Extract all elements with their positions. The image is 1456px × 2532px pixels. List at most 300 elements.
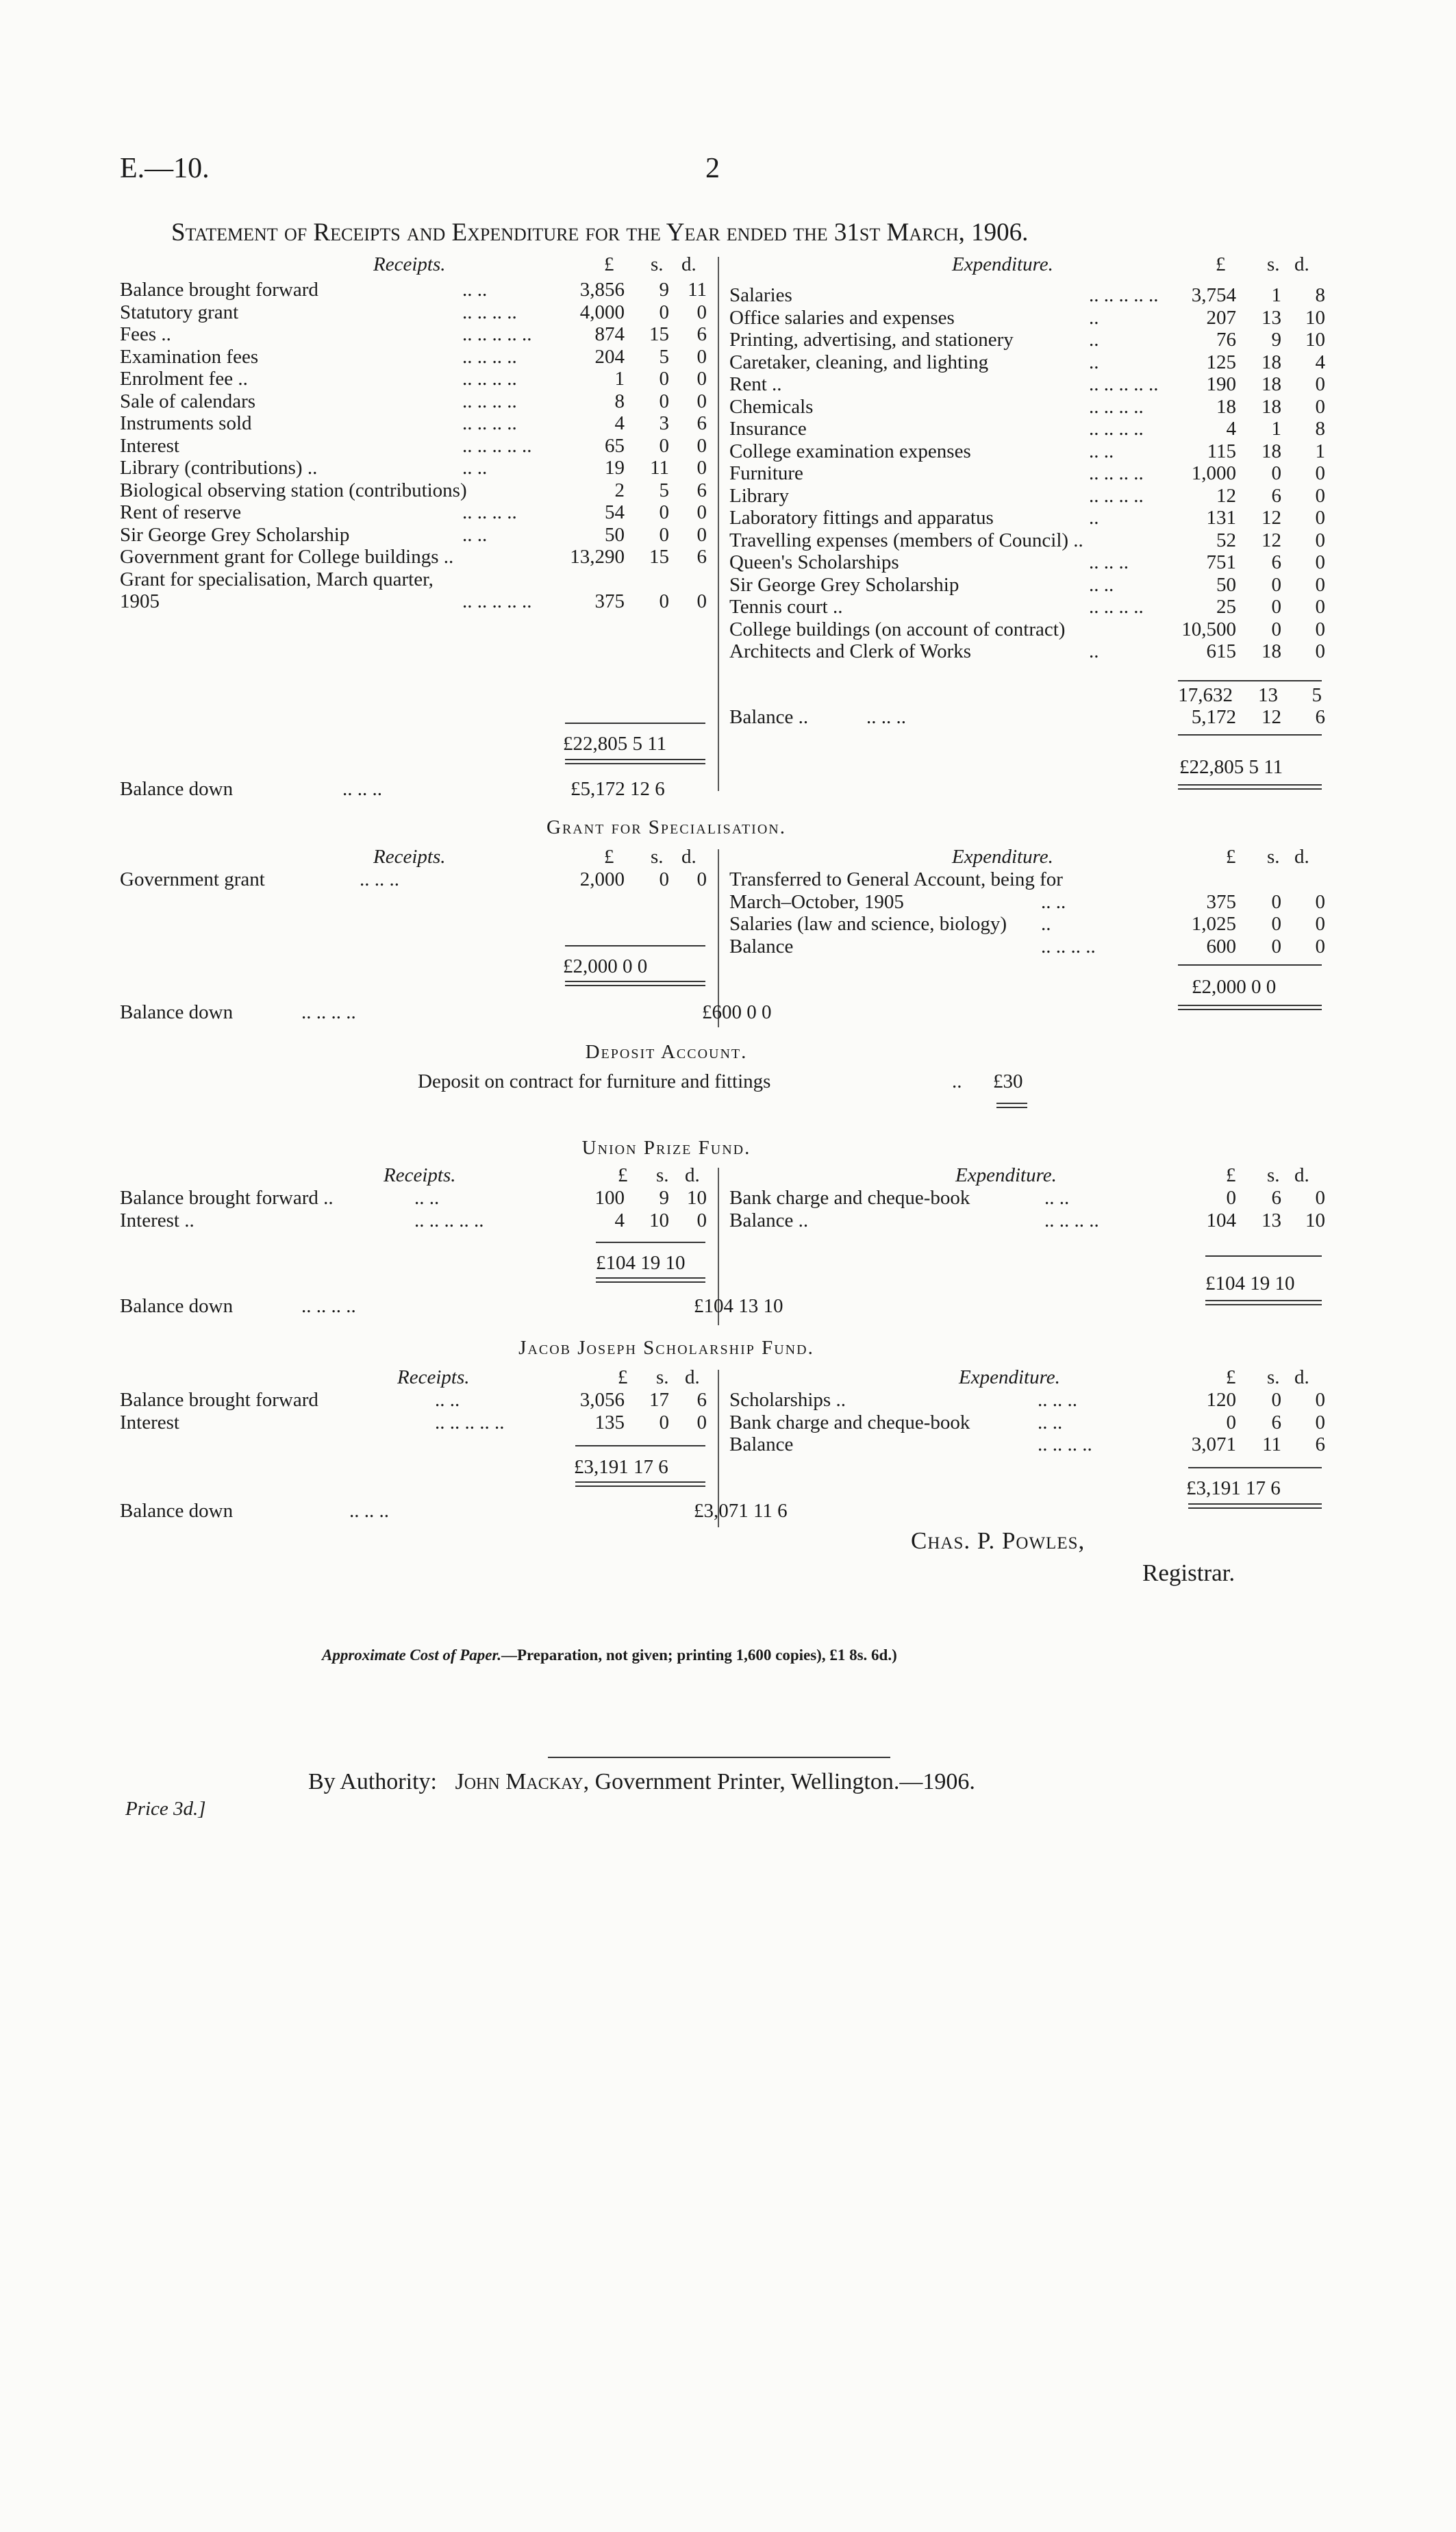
specialisation-expenditure-total-rule xyxy=(1178,964,1322,966)
pounds: 120 xyxy=(1206,1389,1236,1411)
receipt-row xyxy=(120,868,709,891)
specialisation-title: Grant for Specialisation. xyxy=(547,816,786,838)
shillings: 10 xyxy=(649,1209,669,1231)
line-description: Queen's Scholarships xyxy=(729,551,899,573)
line-description: Biological observing station (contributions) xyxy=(120,479,467,501)
pounds: 2 xyxy=(614,479,625,501)
pence: 0 xyxy=(696,590,707,612)
pence: 0 xyxy=(696,1209,707,1231)
pounds-head: £ xyxy=(604,253,614,275)
leader-dots: .. .. .. .. .. xyxy=(1089,284,1159,306)
authority-line xyxy=(308,1769,975,1795)
pounds: 100 xyxy=(594,1187,625,1209)
pence: 0 xyxy=(1315,890,1325,913)
shillings: 12 xyxy=(1262,507,1281,529)
general-expenditure-head xyxy=(952,253,1053,276)
pence: 6 xyxy=(696,546,707,568)
receipt-row xyxy=(120,412,709,435)
shillings: 9 xyxy=(659,279,669,301)
deposit-title: Deposit Account. xyxy=(585,1041,748,1063)
general-receipts-total-rule xyxy=(565,723,705,724)
expenditure-row xyxy=(729,307,1325,329)
line-description: 1905 xyxy=(120,590,160,612)
line-description: Insurance xyxy=(729,418,807,440)
union-receipts-money-head: £ s. d. xyxy=(618,1164,700,1186)
shillings: 0 xyxy=(1271,913,1281,935)
pounds: 3,856 xyxy=(579,279,625,301)
leader-dots: .. .. .. xyxy=(1089,551,1129,573)
shillings: 13 xyxy=(1262,306,1281,329)
shillings: 0 xyxy=(659,368,669,390)
amount xyxy=(1168,485,1325,507)
leader-dots: .. xyxy=(1089,640,1099,662)
amount xyxy=(1168,891,1325,913)
pence-head: d. xyxy=(1294,253,1309,275)
amount xyxy=(558,1412,707,1433)
leader-dots: .. .. .. .. xyxy=(1089,462,1144,484)
shillings: 1 xyxy=(1271,418,1281,440)
amount xyxy=(558,868,707,890)
leader-dots: .. .. .. .. xyxy=(462,301,517,323)
amount xyxy=(558,412,707,434)
amount xyxy=(1168,1389,1325,1411)
pounds: 4 xyxy=(614,412,625,434)
shillings: 0 xyxy=(1271,462,1281,484)
shillings: 18 xyxy=(1262,395,1281,418)
line-description: Sale of calendars xyxy=(120,390,256,412)
expenditure-row xyxy=(729,551,1325,574)
pounds: 3,071 xyxy=(1191,1433,1236,1455)
pounds: 375 xyxy=(594,590,625,612)
amount xyxy=(558,479,707,501)
shillings: 0 xyxy=(659,501,669,523)
amount xyxy=(1168,462,1325,484)
line-description: Caretaker, cleaning, and lighting xyxy=(729,351,989,373)
leader-dots: .. .. .. .. xyxy=(1041,935,1096,957)
signatory-name: Chas. P. Powles, xyxy=(911,1527,1085,1554)
pence: 8 xyxy=(1315,284,1325,306)
line-description: Printing, advertising, and stationery xyxy=(729,329,1014,351)
statement-title: Statement of Receipts and Expenditure for the Year ended the 31st March, 1906. xyxy=(171,218,1029,247)
authority-rule xyxy=(548,1757,890,1758)
pounds: 65 xyxy=(605,434,625,457)
signatory-role: Registrar. xyxy=(1142,1559,1235,1586)
pounds: 190 xyxy=(1206,373,1236,395)
leader-dots: .. xyxy=(1089,306,1099,329)
shillings: 0 xyxy=(1271,890,1281,913)
pence: 0 xyxy=(1315,551,1325,573)
shillings: 18 xyxy=(1262,351,1281,373)
pounds: 115 xyxy=(1207,440,1236,462)
leader-dots: .. .. xyxy=(414,1187,440,1209)
jacob-expenditure-total: £3,191 17 6 xyxy=(1186,1477,1281,1499)
jacob-receipts-list xyxy=(120,1389,709,1433)
line-description: March–October, 1905 xyxy=(729,890,904,913)
pounds: 375 xyxy=(1206,890,1236,913)
pence: 8 xyxy=(1315,418,1325,440)
pence: 0 xyxy=(696,345,707,368)
shillings: 0 xyxy=(659,523,669,546)
leader-dots: .. xyxy=(1089,507,1099,529)
amount xyxy=(1168,574,1325,596)
leader-dots: .. .. .. xyxy=(1038,1389,1077,1411)
pounds: 10,500 xyxy=(1181,618,1236,640)
line-description: Fees .. xyxy=(120,323,171,345)
pounds: 4 xyxy=(1226,418,1236,440)
leader-dots: .. .. .. .. xyxy=(462,345,517,368)
leader-dots: .. .. .. .. xyxy=(1089,484,1144,507)
pence: 0 xyxy=(696,1411,707,1433)
pence: 4 xyxy=(1315,351,1325,373)
page-number: 2 xyxy=(705,153,720,184)
leader-dots: .. .. .. .. xyxy=(1044,1209,1099,1231)
leader-dots: .. .. xyxy=(1089,573,1114,596)
amount xyxy=(1168,936,1325,957)
pence: 0 xyxy=(696,434,707,457)
pounds: 3,056 xyxy=(579,1389,625,1411)
pounds: 125 xyxy=(1206,351,1236,373)
general-receipts-head xyxy=(373,253,445,276)
leader-dots: .. .. .. .. .. xyxy=(462,590,532,612)
line-description: Interest xyxy=(120,1411,179,1433)
amount xyxy=(558,435,707,457)
leader-dots: .. xyxy=(1089,329,1099,351)
union-expenditure-double-rule xyxy=(1205,1300,1322,1305)
amount xyxy=(1168,507,1325,529)
expenditure-row xyxy=(729,1187,1325,1209)
expenditure-row xyxy=(729,936,1325,958)
specialisation-receipts-total: £2,000 0 0 xyxy=(563,955,648,977)
receipt-row xyxy=(120,390,709,413)
line-description: Government grant for College buildings .. xyxy=(120,546,454,568)
line-description: Balance xyxy=(729,1433,794,1455)
amount xyxy=(1168,284,1325,306)
general-receipts-list xyxy=(120,279,709,613)
shillings-head: s. xyxy=(651,253,664,275)
jacob-receipts-double-rule xyxy=(575,1481,705,1487)
leader-dots: .. .. .. .. xyxy=(462,412,517,434)
line-description: Scholarships .. xyxy=(729,1389,846,1411)
expenditure-row xyxy=(729,329,1325,351)
union-receipts-head: Receipts. xyxy=(384,1164,456,1186)
expenditure-row xyxy=(729,418,1325,440)
leader-dots: .. .. .. .. .. xyxy=(1089,373,1159,395)
receipt-row xyxy=(120,479,709,502)
deposit-line: Deposit on contract for furniture and fittings .. £30 xyxy=(418,1070,1023,1092)
jacob-receipts-head: Receipts. xyxy=(397,1366,470,1388)
pence: 6 xyxy=(696,1389,707,1411)
pence: 0 xyxy=(1315,1411,1325,1433)
deposit-double-rule xyxy=(996,1103,1027,1108)
union-expenditure-money-head: £ s. d. xyxy=(1226,1164,1309,1186)
pounds: 50 xyxy=(1216,573,1236,596)
pounds: 76 xyxy=(1216,329,1236,351)
pounds: 131 xyxy=(1206,507,1236,529)
expenditure-row xyxy=(729,485,1325,507)
pence: 0 xyxy=(1315,507,1325,529)
line-description: Tennis court .. xyxy=(729,596,843,618)
expenditure-row xyxy=(729,373,1325,396)
line-description: Library (contributions) .. xyxy=(120,457,318,479)
amount xyxy=(558,301,707,323)
leader-dots: .. xyxy=(1041,913,1051,935)
leader-dots: .. .. xyxy=(1044,1187,1070,1209)
leader-dots: .. .. .. .. xyxy=(1089,395,1144,418)
line-description: Government grant xyxy=(120,868,265,890)
shillings: 11 xyxy=(650,457,669,479)
leader-dots: .. .. xyxy=(435,1389,460,1411)
amount xyxy=(1168,329,1325,351)
expenditure-row xyxy=(729,913,1325,936)
receipts-heading: Receipts. xyxy=(373,253,446,275)
leader-dots: .. xyxy=(1089,351,1099,373)
receipt-row xyxy=(120,435,709,457)
shillings: 12 xyxy=(1262,529,1281,551)
pounds: 52 xyxy=(1216,529,1236,551)
line-description: Balance xyxy=(729,935,794,957)
leader-dots: .. .. xyxy=(1041,890,1066,913)
jacob-expenditure-list xyxy=(729,1389,1325,1456)
expenditure-row xyxy=(729,891,1325,914)
expenditure-row xyxy=(729,351,1325,374)
line-description: Balance brought forward .. xyxy=(120,1187,334,1209)
shillings: 18 xyxy=(1262,373,1281,395)
price-label: Price 3d.] xyxy=(125,1798,206,1820)
line-description: Statutory grant xyxy=(120,301,239,323)
receipt-row xyxy=(120,1412,709,1434)
amount xyxy=(1168,529,1325,551)
pence: 0 xyxy=(1315,373,1325,395)
pence: 1 xyxy=(1315,440,1325,462)
printer-name: John Mackay xyxy=(455,1769,583,1794)
jacob-title: Jacob Joseph Scholarship Fund. xyxy=(518,1337,814,1359)
receipt-row xyxy=(120,457,709,479)
pounds: 18 xyxy=(1216,395,1236,418)
union-receipts-total-rule xyxy=(596,1242,705,1243)
leader-dots: .. .. xyxy=(462,279,488,301)
amount xyxy=(1168,351,1325,373)
general-receipts-double-rule xyxy=(565,759,705,764)
shillings: 6 xyxy=(1271,1187,1281,1209)
general-receipts-total: £22,805 5 11 xyxy=(563,733,667,755)
union-expenditure-list xyxy=(729,1187,1325,1231)
pence: 0 xyxy=(1315,1389,1325,1411)
shillings: 13 xyxy=(1262,1209,1281,1231)
pounds: 0 xyxy=(1226,1187,1236,1209)
pence: 0 xyxy=(696,368,707,390)
shillings: 9 xyxy=(659,1187,669,1209)
shillings: 5 xyxy=(659,345,669,368)
amount xyxy=(558,590,707,612)
receipt-row xyxy=(120,590,709,613)
amount xyxy=(558,1389,707,1411)
line-description: Sir George Grey Scholarship xyxy=(729,573,959,596)
leader-dots: .. .. .. .. .. xyxy=(462,434,532,457)
amount xyxy=(558,368,707,390)
pounds: 54 xyxy=(605,501,625,523)
receipt-row xyxy=(120,1187,709,1209)
shillings: 9 xyxy=(1271,329,1281,351)
specialisation-divider xyxy=(718,849,719,1027)
pence: 0 xyxy=(696,301,707,323)
specialisation-balance-down: Balance down .. .. .. .. £600 0 0 xyxy=(120,1001,772,1023)
amount xyxy=(558,568,707,590)
jacob-balance-down: Balance down .. .. .. £3,071 11 6 xyxy=(120,1500,788,1522)
amount xyxy=(558,524,707,546)
general-balance-down: Balance down .. .. .. £5,172 12 6 xyxy=(120,778,665,800)
shillings: 0 xyxy=(659,301,669,323)
union-expenditure-total-rule xyxy=(1205,1255,1322,1257)
shillings: 3 xyxy=(659,412,669,434)
receipt-row xyxy=(120,279,709,301)
shillings: 6 xyxy=(1271,551,1281,573)
pence: 6 xyxy=(696,479,707,501)
line-description: Office salaries and expenses xyxy=(729,306,955,329)
amount xyxy=(1168,1433,1325,1455)
specialisation-receipts-double-rule xyxy=(565,981,705,986)
line-description: Rent of reserve xyxy=(120,501,242,523)
pence: 0 xyxy=(1315,573,1325,596)
amount xyxy=(1168,418,1325,440)
leader-dots: .. .. .. .. xyxy=(1089,596,1144,618)
pounds: 13,290 xyxy=(570,546,625,568)
amount xyxy=(1168,1412,1325,1433)
leader-dots: .. .. .. .. xyxy=(1089,418,1144,440)
general-divider xyxy=(718,257,719,791)
line-description: Bank charge and cheque-book xyxy=(729,1187,970,1209)
pounds-head: £ xyxy=(1216,253,1226,275)
amount xyxy=(1168,307,1325,329)
amount xyxy=(1168,396,1325,418)
jacob-receipts-money-head: £ s. d. xyxy=(618,1366,700,1388)
general-subtotal: 17,632 13 5 xyxy=(1178,684,1322,706)
leader-dots: .. .. .. .. xyxy=(462,501,517,523)
pounds: 207 xyxy=(1206,306,1236,329)
line-description: Salaries xyxy=(729,284,792,306)
pence: 10 xyxy=(1305,306,1325,329)
shillings: 18 xyxy=(1262,440,1281,462)
receipt-row xyxy=(120,301,709,324)
expenditure-row xyxy=(729,284,1325,307)
authority-label: By Authority: xyxy=(308,1769,437,1794)
union-expenditure-total: £104 19 10 xyxy=(1205,1273,1295,1294)
cost-note xyxy=(322,1646,897,1664)
amount xyxy=(558,546,707,568)
leader-dots: .. .. .. .. .. xyxy=(435,1411,505,1433)
amount xyxy=(558,1187,707,1209)
jacob-expenditure-money-head: £ s. d. xyxy=(1226,1366,1309,1388)
cost-text: —Preparation, not given; printing 1,600 copies), £1 8s. 6d.) xyxy=(501,1646,897,1664)
amount xyxy=(1168,440,1325,462)
general-balance-line: Balance .. .. .. .. 5,172 12 6 xyxy=(729,706,1325,728)
receipt-row xyxy=(120,1209,709,1232)
expenditure-row xyxy=(729,529,1325,552)
expenditure-row xyxy=(729,868,1325,891)
pence: 10 xyxy=(687,1187,707,1209)
jacob-expenditure-head: Expenditure. xyxy=(959,1366,1060,1388)
line-description: College examination expenses xyxy=(729,440,971,462)
pence: 0 xyxy=(696,457,707,479)
pence: 11 xyxy=(688,279,707,301)
pounds: 751 xyxy=(1206,551,1236,573)
amount xyxy=(1168,618,1325,640)
receipt-row xyxy=(120,524,709,547)
general-expenditure-double-rule xyxy=(1178,784,1322,790)
pounds: 3,754 xyxy=(1191,284,1236,306)
amount xyxy=(558,501,707,523)
line-description: Examination fees xyxy=(120,345,259,368)
specialisation-expenditure-list xyxy=(729,868,1325,957)
receipt-row xyxy=(120,568,709,591)
amount xyxy=(558,390,707,412)
union-balance-down: Balance down .. .. .. .. £104 13 10 xyxy=(120,1295,783,1317)
pounds: 615 xyxy=(1206,640,1236,662)
line-description: Balance brought forward xyxy=(120,279,318,301)
jacob-receipts-total-rule xyxy=(575,1445,705,1446)
leader-dots: .. .. .. .. .. xyxy=(462,323,532,345)
shillings: 0 xyxy=(1271,1389,1281,1411)
expenditure-row xyxy=(729,462,1325,485)
line-description: Laboratory fittings and apparatus xyxy=(729,507,994,529)
receipt-row xyxy=(120,1389,709,1412)
line-description: Interest xyxy=(120,434,179,457)
pence: 0 xyxy=(696,523,707,546)
line-description: Library xyxy=(729,484,789,507)
shillings: 1 xyxy=(1271,284,1281,306)
union-title: Union Prize Fund. xyxy=(581,1137,751,1159)
union-receipts-double-rule xyxy=(596,1277,705,1283)
leader-dots: .. .. .. xyxy=(360,868,399,890)
expenditure-row xyxy=(729,1433,1325,1456)
general-expenditure-money-head xyxy=(1164,253,1322,275)
general-expenditure-total: £22,805 5 11 xyxy=(1179,756,1283,778)
specialisation-receipts-money-head: £ s. d. xyxy=(604,846,696,868)
receipt-row xyxy=(120,546,709,568)
line-description: Rent .. xyxy=(729,373,782,395)
shillings: 11 xyxy=(1262,1433,1281,1455)
pence: 6 xyxy=(696,323,707,345)
expenditure-heading: Expenditure. xyxy=(952,253,1053,275)
leader-dots: .. .. xyxy=(462,523,488,546)
union-receipts-total: £104 19 10 xyxy=(596,1252,686,1274)
line-description: College buildings (on account of contract) xyxy=(729,618,1066,640)
pounds: 1,000 xyxy=(1191,462,1236,484)
line-description: Sir George Grey Scholarship xyxy=(120,523,350,546)
expenditure-row xyxy=(729,574,1325,597)
printer-details: , Government Printer, Wellington.—1906. xyxy=(583,1769,975,1794)
amount xyxy=(558,1209,707,1231)
general-expenditure-list xyxy=(729,284,1325,663)
specialisation-receipts-list xyxy=(120,868,709,891)
pounds: 50 xyxy=(605,523,625,546)
expenditure-row xyxy=(729,640,1325,663)
general-expenditure-total-rule xyxy=(1178,734,1322,736)
amount xyxy=(1168,913,1325,935)
shillings: 6 xyxy=(1271,1411,1281,1433)
expenditure-row xyxy=(729,596,1325,618)
amount xyxy=(1168,551,1325,573)
pounds: 104 xyxy=(1206,1209,1236,1231)
leader-dots: .. .. .. .. xyxy=(1038,1433,1092,1455)
leader-dots: .. .. .. .. xyxy=(462,390,517,412)
expenditure-row xyxy=(729,618,1325,641)
pounds: 12 xyxy=(1216,484,1236,507)
amount xyxy=(1168,868,1325,890)
expenditure-row xyxy=(729,440,1325,463)
jacob-receipts-total: £3,191 17 6 xyxy=(574,1456,668,1478)
amount xyxy=(558,323,707,345)
shillings: 0 xyxy=(659,590,669,612)
